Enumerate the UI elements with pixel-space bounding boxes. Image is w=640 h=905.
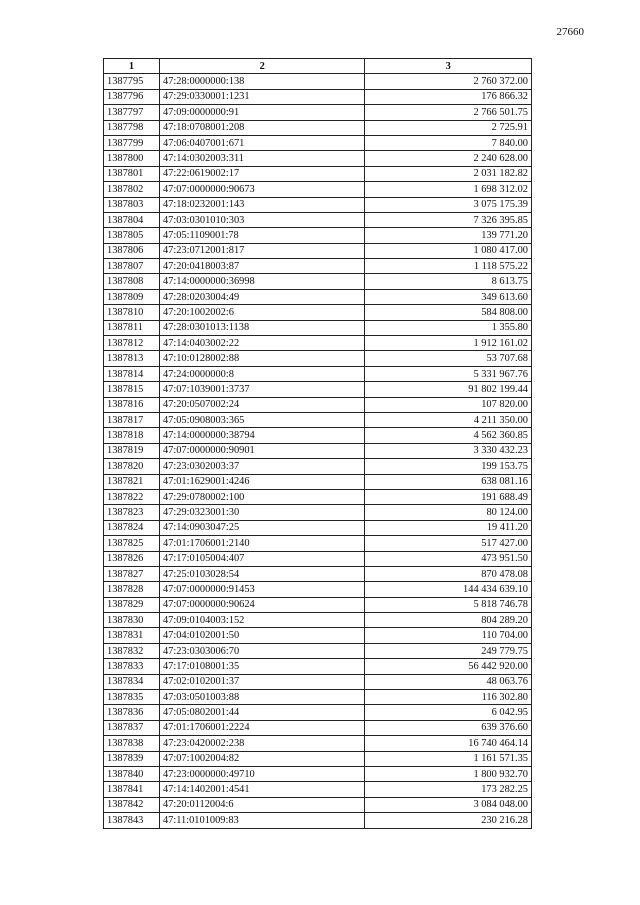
table-row bbox=[104, 259, 532, 274]
cadastral-value-cell: 199 153.75 bbox=[365, 459, 532, 474]
cadastral-number-cell: 47:07:0000000:90673 bbox=[159, 182, 365, 197]
row-number-cell: 1387825 bbox=[104, 536, 160, 551]
cadastral-number-cell: 47:01:1706001:2224 bbox=[159, 720, 365, 735]
table-row bbox=[104, 305, 532, 320]
table-row bbox=[104, 366, 532, 381]
cadastral-number-cell: 47:11:0101009:83 bbox=[159, 813, 365, 828]
row-number-cell: 1387803 bbox=[104, 197, 160, 212]
cadastral-value-cell: 107 820.00 bbox=[365, 397, 532, 412]
cadastral-number-cell: 47:18:0708001:208 bbox=[159, 120, 365, 135]
table-row bbox=[104, 690, 532, 705]
cadastral-value-cell: 53 707.68 bbox=[365, 351, 532, 366]
row-number-cell: 1387842 bbox=[104, 797, 160, 812]
cadastral-value-cell: 4 211 350.00 bbox=[365, 412, 532, 427]
cadastral-value-cell: 80 124.00 bbox=[365, 505, 532, 520]
table-row bbox=[104, 582, 532, 597]
table-row bbox=[104, 336, 532, 351]
cadastral-number-cell: 47:14:1402001:4541 bbox=[159, 782, 365, 797]
cadastral-value-cell: 584 808.00 bbox=[365, 305, 532, 320]
cadastral-number-cell: 47:23:0000000:49710 bbox=[159, 766, 365, 781]
table-row bbox=[104, 520, 532, 535]
cadastral-number-cell: 47:28:0203004:49 bbox=[159, 289, 365, 304]
row-number-cell: 1387841 bbox=[104, 782, 160, 797]
cadastral-number-cell: 47:14:0302003:311 bbox=[159, 151, 365, 166]
cadastral-value-cell: 19 411.20 bbox=[365, 520, 532, 535]
table-row bbox=[104, 74, 532, 89]
cadastral-number-cell: 47:24:0000000:8 bbox=[159, 366, 365, 381]
row-number-cell: 1387832 bbox=[104, 643, 160, 658]
row-number-cell: 1387834 bbox=[104, 674, 160, 689]
cadastral-value-cell: 1 355.80 bbox=[365, 320, 532, 335]
cadastral-value-cell: 2 240 628.00 bbox=[365, 151, 532, 166]
table-row bbox=[104, 105, 532, 120]
cadastral-number-cell: 47:20:0112004:6 bbox=[159, 797, 365, 812]
table-row bbox=[104, 705, 532, 720]
cadastral-number-cell: 47:06:0407001:671 bbox=[159, 135, 365, 150]
row-number-cell: 1387821 bbox=[104, 474, 160, 489]
cadastral-number-cell: 47:07:1039001:3737 bbox=[159, 382, 365, 397]
table-row bbox=[104, 212, 532, 227]
cadastral-value-cell: 7 326 395.85 bbox=[365, 212, 532, 227]
cadastral-number-cell: 47:14:0000000:36998 bbox=[159, 274, 365, 289]
table-row bbox=[104, 89, 532, 104]
cadastral-number-cell: 47:17:0105004:407 bbox=[159, 551, 365, 566]
cadastral-number-cell: 47:04:0102001:50 bbox=[159, 628, 365, 643]
cadastral-number-cell: 47:14:0000000:38794 bbox=[159, 428, 365, 443]
cadastral-value-cell: 6 042.95 bbox=[365, 705, 532, 720]
row-number-cell: 1387820 bbox=[104, 459, 160, 474]
row-number-cell: 1387796 bbox=[104, 89, 160, 104]
table-row bbox=[104, 274, 532, 289]
row-number-cell: 1387835 bbox=[104, 690, 160, 705]
cadastral-value-cell: 1 161 571.35 bbox=[365, 751, 532, 766]
cadastral-value-cell: 639 376.60 bbox=[365, 720, 532, 735]
cadastral-value-cell: 2 760 372.00 bbox=[365, 74, 532, 89]
cadastral-number-cell: 47:07:0000000:90901 bbox=[159, 443, 365, 458]
row-number-cell: 1387809 bbox=[104, 289, 160, 304]
table-row bbox=[104, 443, 532, 458]
table-row bbox=[104, 643, 532, 658]
cadastral-number-cell: 47:29:0330001:1231 bbox=[159, 89, 365, 104]
cadastral-value-cell: 191 688.49 bbox=[365, 489, 532, 504]
row-number-cell: 1387799 bbox=[104, 135, 160, 150]
cadastral-number-cell: 47:29:0780002:100 bbox=[159, 489, 365, 504]
table-row bbox=[104, 351, 532, 366]
cadastral-value-cell: 2 031 182.82 bbox=[365, 166, 532, 181]
cadastral-value-cell: 638 081.16 bbox=[365, 474, 532, 489]
table-row bbox=[104, 459, 532, 474]
cadastral-number-cell: 47:10:0128002:88 bbox=[159, 351, 365, 366]
row-number-cell: 1387830 bbox=[104, 613, 160, 628]
cadastral-value-cell: 1 800 932.70 bbox=[365, 766, 532, 781]
table-row bbox=[104, 428, 532, 443]
cadastral-number-cell: 47:18:0232001:143 bbox=[159, 197, 365, 212]
table-row bbox=[104, 197, 532, 212]
cadastral-value-cell: 173 282.25 bbox=[365, 782, 532, 797]
column-header-2: 2 bbox=[159, 59, 365, 74]
table-row bbox=[104, 135, 532, 150]
row-number-cell: 1387822 bbox=[104, 489, 160, 504]
cadastral-number-cell: 47:23:0303006:70 bbox=[159, 643, 365, 658]
row-number-cell: 1387833 bbox=[104, 659, 160, 674]
cadastral-value-cell: 116 302.80 bbox=[365, 690, 532, 705]
cadastral-value-cell: 144 434 639.10 bbox=[365, 582, 532, 597]
cadastral-number-cell: 47:01:1706001:2140 bbox=[159, 536, 365, 551]
cadastral-value-cell: 91 802 199.44 bbox=[365, 382, 532, 397]
row-number-cell: 1387802 bbox=[104, 182, 160, 197]
row-number-cell: 1387839 bbox=[104, 751, 160, 766]
row-number-cell: 1387816 bbox=[104, 397, 160, 412]
row-number-cell: 1387800 bbox=[104, 151, 160, 166]
table-row bbox=[104, 166, 532, 181]
cadastral-value-cell: 870 478.08 bbox=[365, 566, 532, 581]
cadastral-value-cell: 1 698 312.02 bbox=[365, 182, 532, 197]
cadastral-value-cell: 517 427.00 bbox=[365, 536, 532, 551]
table-row bbox=[104, 659, 532, 674]
row-number-cell: 1387837 bbox=[104, 720, 160, 735]
cadastral-value-cell: 230 216.28 bbox=[365, 813, 532, 828]
cadastral-value-cell: 3 084 048.00 bbox=[365, 797, 532, 812]
cadastral-value-cell: 349 613.60 bbox=[365, 289, 532, 304]
cadastral-number-cell: 47:02:0102001:37 bbox=[159, 674, 365, 689]
row-number-cell: 1387819 bbox=[104, 443, 160, 458]
cadastral-value-cell: 5 331 967.76 bbox=[365, 366, 532, 381]
cadastral-value-cell: 249 779.75 bbox=[365, 643, 532, 658]
cadastral-value-cell: 804 289.20 bbox=[365, 613, 532, 628]
table-row bbox=[104, 151, 532, 166]
table-row bbox=[104, 182, 532, 197]
cadastral-number-cell: 47:22:0619002:17 bbox=[159, 166, 365, 181]
cadastral-number-cell: 47:29:0323001:30 bbox=[159, 505, 365, 520]
cadastral-number-cell: 47:07:0000000:91453 bbox=[159, 582, 365, 597]
cadastral-value-cell: 473 951.50 bbox=[365, 551, 532, 566]
row-number-cell: 1387797 bbox=[104, 105, 160, 120]
table-row bbox=[104, 720, 532, 735]
table-row bbox=[104, 813, 532, 828]
cadastral-number-cell: 47:20:0507002:24 bbox=[159, 397, 365, 412]
cadastral-value-table bbox=[103, 58, 532, 829]
page-number: 27660 bbox=[556, 26, 584, 38]
cadastral-number-cell: 47:28:0301013:1138 bbox=[159, 320, 365, 335]
cadastral-number-cell: 47:07:0000000:90624 bbox=[159, 597, 365, 612]
cadastral-number-cell: 47:20:0418003:87 bbox=[159, 259, 365, 274]
cadastral-value-cell: 1 912 161.02 bbox=[365, 336, 532, 351]
cadastral-value-cell: 176 866.32 bbox=[365, 89, 532, 104]
cadastral-value-cell: 4 562 360.85 bbox=[365, 428, 532, 443]
cadastral-number-cell: 47:14:0403002:22 bbox=[159, 336, 365, 351]
cadastral-number-cell: 47:17:0108001:35 bbox=[159, 659, 365, 674]
cadastral-number-cell: 47:09:0000000:91 bbox=[159, 105, 365, 120]
cadastral-value-cell: 8 613.75 bbox=[365, 274, 532, 289]
table-row bbox=[104, 751, 532, 766]
table-row bbox=[104, 474, 532, 489]
table-header-row bbox=[104, 59, 532, 74]
table-row bbox=[104, 505, 532, 520]
column-header-3: 3 bbox=[365, 59, 532, 74]
cadastral-value-cell: 110 704.00 bbox=[365, 628, 532, 643]
cadastral-value-cell: 48 063.76 bbox=[365, 674, 532, 689]
row-number-cell: 1387813 bbox=[104, 351, 160, 366]
row-number-cell: 1387804 bbox=[104, 212, 160, 227]
cadastral-number-cell: 47:03:0501003:88 bbox=[159, 690, 365, 705]
row-number-cell: 1387795 bbox=[104, 74, 160, 89]
cadastral-number-cell: 47:28:0000000:138 bbox=[159, 74, 365, 89]
row-number-cell: 1387828 bbox=[104, 582, 160, 597]
row-number-cell: 1387826 bbox=[104, 551, 160, 566]
cadastral-value-cell: 1 080 417.00 bbox=[365, 243, 532, 258]
cadastral-value-cell: 3 330 432.23 bbox=[365, 443, 532, 458]
cadastral-number-cell: 47:20:1002002:6 bbox=[159, 305, 365, 320]
row-number-cell: 1387817 bbox=[104, 412, 160, 427]
table-row bbox=[104, 613, 532, 628]
cadastral-number-cell: 47:05:0908003:365 bbox=[159, 412, 365, 427]
cadastral-number-cell: 47:25:0103028:54 bbox=[159, 566, 365, 581]
table-row bbox=[104, 243, 532, 258]
cadastral-value-cell: 3 075 175.39 bbox=[365, 197, 532, 212]
row-number-cell: 1387811 bbox=[104, 320, 160, 335]
row-number-cell: 1387810 bbox=[104, 305, 160, 320]
table-row bbox=[104, 228, 532, 243]
row-number-cell: 1387798 bbox=[104, 120, 160, 135]
cadastral-value-cell: 1 118 575.22 bbox=[365, 259, 532, 274]
cadastral-number-cell: 47:05:0802001:44 bbox=[159, 705, 365, 720]
row-number-cell: 1387831 bbox=[104, 628, 160, 643]
table-row bbox=[104, 628, 532, 643]
cadastral-number-cell: 47:14:0903047:25 bbox=[159, 520, 365, 535]
cadastral-number-cell: 47:03:0301010:303 bbox=[159, 212, 365, 227]
table-row bbox=[104, 736, 532, 751]
cadastral-value-cell: 7 840.00 bbox=[365, 135, 532, 150]
row-number-cell: 1387807 bbox=[104, 259, 160, 274]
table-row bbox=[104, 766, 532, 781]
row-number-cell: 1387840 bbox=[104, 766, 160, 781]
table-row bbox=[104, 412, 532, 427]
table-row bbox=[104, 120, 532, 135]
cadastral-value-cell: 5 818 746.78 bbox=[365, 597, 532, 612]
row-number-cell: 1387838 bbox=[104, 736, 160, 751]
cadastral-number-cell: 47:23:0420002:238 bbox=[159, 736, 365, 751]
row-number-cell: 1387805 bbox=[104, 228, 160, 243]
table-row bbox=[104, 536, 532, 551]
table-row bbox=[104, 289, 532, 304]
cadastral-number-cell: 47:23:0302003:37 bbox=[159, 459, 365, 474]
cadastral-value-cell: 56 442 920.00 bbox=[365, 659, 532, 674]
table-row bbox=[104, 597, 532, 612]
row-number-cell: 1387814 bbox=[104, 366, 160, 381]
row-number-cell: 1387818 bbox=[104, 428, 160, 443]
row-number-cell: 1387808 bbox=[104, 274, 160, 289]
table-row bbox=[104, 797, 532, 812]
cadastral-number-cell: 47:23:0712001:817 bbox=[159, 243, 365, 258]
table-row bbox=[104, 382, 532, 397]
row-number-cell: 1387836 bbox=[104, 705, 160, 720]
table-row bbox=[104, 551, 532, 566]
row-number-cell: 1387806 bbox=[104, 243, 160, 258]
row-number-cell: 1387815 bbox=[104, 382, 160, 397]
table-row bbox=[104, 674, 532, 689]
row-number-cell: 1387824 bbox=[104, 520, 160, 535]
table-row bbox=[104, 397, 532, 412]
row-number-cell: 1387801 bbox=[104, 166, 160, 181]
cadastral-number-cell: 47:05:1109001:78 bbox=[159, 228, 365, 243]
table-row bbox=[104, 489, 532, 504]
row-number-cell: 1387829 bbox=[104, 597, 160, 612]
cadastral-value-cell: 2 725.91 bbox=[365, 120, 532, 135]
cadastral-value-cell: 16 740 464.14 bbox=[365, 736, 532, 751]
cadastral-value-cell: 2 766 501.75 bbox=[365, 105, 532, 120]
row-number-cell: 1387827 bbox=[104, 566, 160, 581]
table-row bbox=[104, 566, 532, 581]
cadastral-number-cell: 47:09:0104003:152 bbox=[159, 613, 365, 628]
table-row bbox=[104, 320, 532, 335]
cadastral-number-cell: 47:01:1629001:4246 bbox=[159, 474, 365, 489]
row-number-cell: 1387812 bbox=[104, 336, 160, 351]
cadastral-number-cell: 47:07:1002004:82 bbox=[159, 751, 365, 766]
row-number-cell: 1387823 bbox=[104, 505, 160, 520]
column-header-1: 1 bbox=[104, 59, 160, 74]
cadastral-value-cell: 139 771.20 bbox=[365, 228, 532, 243]
table-row bbox=[104, 782, 532, 797]
row-number-cell: 1387843 bbox=[104, 813, 160, 828]
table-body bbox=[104, 74, 532, 828]
